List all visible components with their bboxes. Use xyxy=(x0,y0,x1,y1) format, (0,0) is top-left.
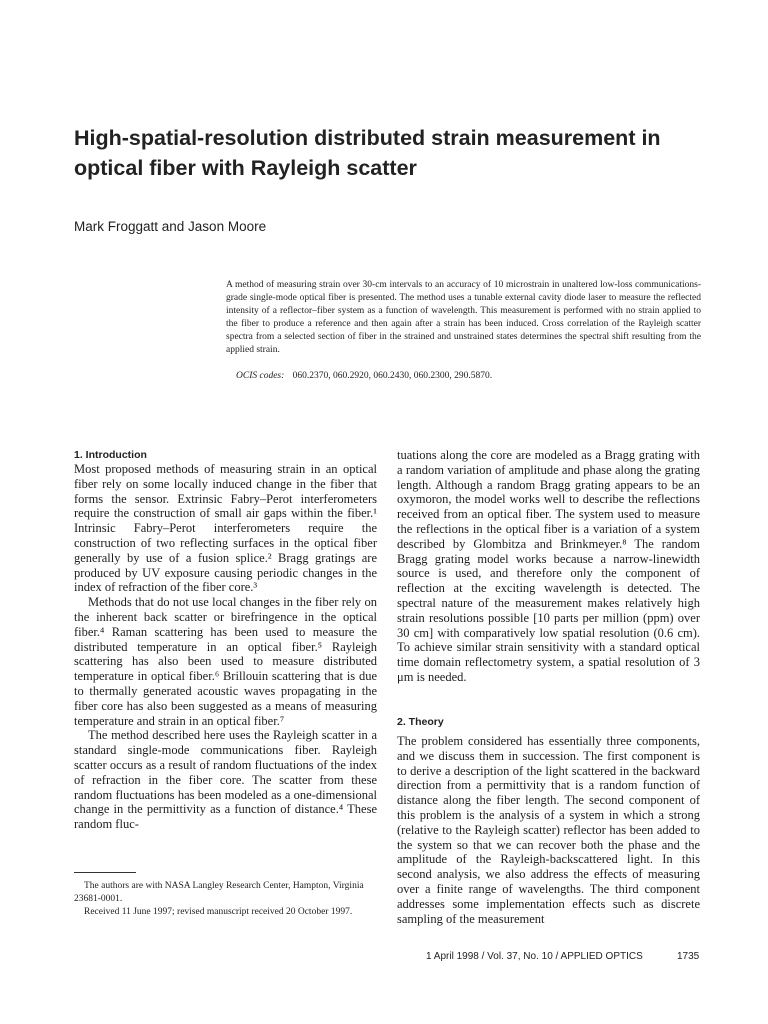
footnote-received: Received 11 June 1997; revised manuscript received 20 October 1997. xyxy=(84,907,353,917)
ocis-label: OCIS codes: xyxy=(236,371,285,381)
intro-paragraph: Methods that do not use local changes in the fiber rely on the inherent back scatter or birefringence in the optical fiber.⁴ Raman scattering has been used to measure the distributed temperature in an optical fiber.⁵ Rayleigh scattering has also been used to measure distributed temperature in optical fiber.⁶ Brillouin scattering that is due to thermally generated acoustic waves propagating in the fiber core has also been suggested as a means of measuring temperature and strain in an optical fiber.⁷ xyxy=(74,595,377,728)
footnote-affiliation: The authors are with NASA Langley Research Center, Hampton, Virginia 23681-0001. xyxy=(74,881,364,904)
intro-paragraph: The method described here uses the Rayleigh scatter in a standard single-mode communications fiber. Rayleigh scatter occurs as a result of random fluctuations of the index of refraction in the fiber core. The scatter from these random fluctuations has been modeled as a one-dimensional change in the permittivity as a function of distance.⁴ These random fluc- xyxy=(74,728,377,832)
author-list: Mark Froggatt and Jason Moore xyxy=(74,219,267,234)
right-column-theory xyxy=(397,734,700,926)
abstract: A method of measuring strain over 30-cm intervals to an accuracy of 10 microstrain in unaltered low-loss communications-grade single-mode optical fiber is presented. The method uses a tunable external cavity diode laser to measure the reflected intensity of a reflector–fiber system as a function of wavelength. This measurement is performed with no strain applied to the fiber to produce a reference and then again after a strain has been induced. Cross correlation of the Rayleigh scatter spectra from a selected section of fiber in the strained and unstrained states determines the spectral shift resulting from the applied strain. xyxy=(226,280,701,355)
intro-continuation-paragraph: tuations along the core are modeled as a Bragg grating with a random variation of amplitude and phase along the grating length. Although a random Bragg grating appears to be an oxymoron, the model works well to describe the reflections received from an optical fiber. The system used to measure the reflections in the optical fiber is a variation of a system described by Glombitza and Brinkmeyer.⁸ The random Bragg grating model works because a narrow-linewidth source is used, and therefore only the component of reflection at the exciting wavelength is detected. The spectral nature of the measurement makes relatively high strain resolutions possible [10 parts per million (ppm) over 30 cm] with comparatively low spatial resolution (0.6 cm). To achieve similar strain sensitivity with a standard optical time domain reflectometry system, a spatial resolution of 3 μm is needed. xyxy=(397,448,700,684)
right-column-intro xyxy=(397,448,700,685)
left-column xyxy=(74,462,377,832)
page-number: 1735 xyxy=(677,951,700,962)
paper-title: High-spatial-resolution distributed strain measurement in optical fiber with Rayleigh scatter xyxy=(74,126,661,180)
journal-citation: 1 April 1998 / Vol. 37, No. 10 / APPLIED OPTICS xyxy=(426,951,643,962)
section-heading-theory: 2. Theory xyxy=(397,716,444,728)
ocis-codes xyxy=(236,371,492,381)
footnote xyxy=(74,880,379,919)
intro-paragraph: Most proposed methods of measuring strain in an optical fiber rely on some locally induced change in the fiber that forms the sensor. Extrinsic Fabry–Perot interferometers require the construction of small air gaps within the fiber.¹ Intrinsic Fabry–Perot interferometers require the construction of two reflecting surfaces in the optical fiber generally by use of a fusion splice.² Bragg gratings are produced by UV exposure causing periodic changes in the index of refraction of the fiber core.³ xyxy=(74,462,377,595)
section-heading-introduction: 1. Introduction xyxy=(74,449,147,461)
footnote-divider xyxy=(74,872,136,873)
ocis-values: 060.2370, 060.2920, 060.2430, 060.2300, 290.5870. xyxy=(292,371,493,381)
theory-paragraph: The problem considered has essentially three components, and we discuss them in succession. The first component is to derive a description of the light scattered in the backward direction from a permittivity that is a random function of distance along the fiber length. The second component of this problem is the analysis of a system in which a strong (relative to the Rayleigh scatter) reflector has been added to the system so that we can recover both the phase and the amplitude of the Rayleigh-backscattered light. In this second analysis, we also address the effects of measuring over a finite range of wavelengths. The third component addresses some implementation effects such as discrete sampling of the measurement xyxy=(397,734,700,926)
